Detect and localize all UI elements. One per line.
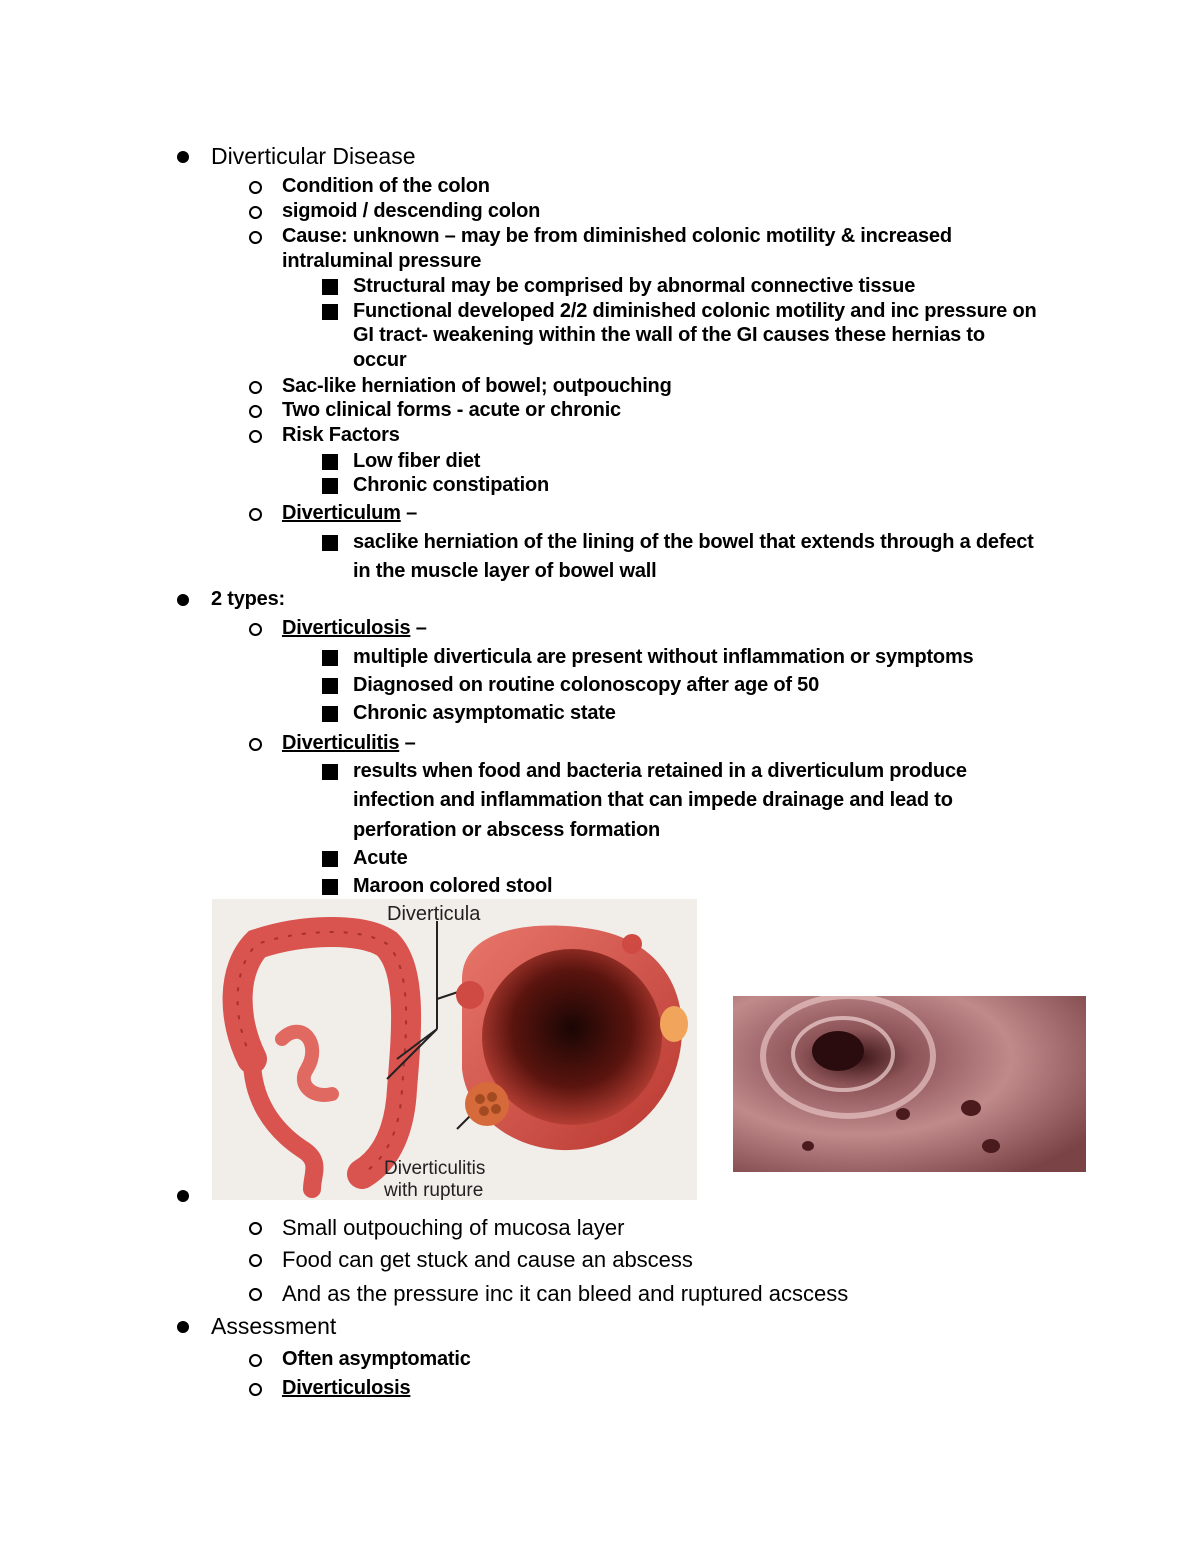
list-subitem-continued: occur (353, 349, 407, 371)
colon-diagram-svg (212, 899, 697, 1200)
bullet-circle (249, 738, 262, 751)
list-item: Often asymptomatic (282, 1348, 471, 1370)
bullet-circle (249, 623, 262, 636)
term-line (282, 618, 427, 638)
bullet-circle (249, 1383, 262, 1396)
heading-assessment: Assessment (211, 1313, 337, 1339)
list-subitem: Low fiber diet (353, 450, 481, 472)
list-subitem: Diagnosed on routine colonoscopy after age of 50 (353, 674, 820, 696)
bullet-circle (249, 405, 262, 418)
list-item-continued: intraluminal pressure (282, 250, 482, 272)
list-subitem: Chronic constipation (353, 474, 550, 496)
bullet-circle (249, 430, 262, 443)
list-subitem-continued: infection and inflammation that can impede drainage and lead to (353, 789, 953, 811)
term-diverticulosis: Diverticulosis (282, 617, 411, 639)
list-subitem: Structural may be comprised by abnormal connective tissue (353, 275, 916, 297)
figure-label-diverticula: Diverticula (387, 903, 481, 925)
bullet-square (322, 478, 338, 494)
bullet-circle (249, 181, 262, 194)
figure-label-with-rupture: with rupture (384, 1180, 484, 1200)
definition-line-continued: in the muscle layer of bowel wall (353, 560, 657, 582)
list-subitem-continued: GI tract- weakening within the wall of the GI causes these hernias to (353, 324, 985, 346)
term-diverticulosis-assessment: Diverticulosis (282, 1377, 411, 1399)
bullet-circle (249, 381, 262, 394)
list-item: Cause: unknown – may be from diminished colonic motility & increased (282, 225, 952, 247)
list-item: Food can get stuck and cause an abscess (282, 1247, 693, 1272)
bullet-square (322, 304, 338, 320)
list-item: And as the pressure inc it can bleed and ruptured acscess (282, 1281, 849, 1306)
list-item: sigmoid / descending colon (282, 200, 541, 222)
endoscopy-image (733, 996, 1086, 1172)
endoscopy-svg (733, 996, 1086, 1172)
bullet-disc (177, 1190, 189, 1202)
term-line (282, 503, 417, 523)
colon-illustration (212, 899, 697, 1200)
bullet-circle (249, 1354, 262, 1367)
list-subitem-continued: perforation or abscess formation (353, 819, 660, 841)
bullet-square (322, 879, 338, 895)
heading-2-types: 2 types: (211, 588, 285, 610)
bullet-circle (249, 1254, 262, 1267)
dash: – (399, 732, 416, 754)
list-item: Two clinical forms - acute or chronic (282, 399, 621, 421)
definition-line: saclike herniation of the lining of the bowel that extends through a defect (353, 531, 1034, 553)
bullet-circle (249, 231, 262, 244)
heading-diverticular-disease: Diverticular Disease (211, 143, 416, 169)
list-subitem: results when food and bacteria retained in a diverticulum produce (353, 760, 967, 782)
bullet-square (322, 678, 338, 694)
bullet-square (322, 706, 338, 722)
list-item: Sac-like herniation of bowel; outpouching (282, 375, 672, 397)
bullet-circle (249, 508, 262, 521)
list-item: Small outpouching of mucosa layer (282, 1215, 625, 1240)
figure-label-diverticulitis: Diverticulitis (384, 1158, 486, 1179)
bullet-square (322, 279, 338, 295)
bullet-square (322, 535, 338, 551)
dash: – (400, 502, 418, 524)
bullet-square (322, 851, 338, 867)
list-subitem: multiple diverticula are present without inflammation or symptoms (353, 646, 974, 668)
list-subitem: Chronic asymptomatic state (353, 702, 616, 724)
bullet-square (322, 650, 338, 666)
term-line (282, 733, 416, 753)
list-subitem: Maroon colored stool (353, 875, 553, 897)
list-subitem: Acute (353, 847, 408, 869)
bullet-disc (177, 151, 189, 163)
dash: – (410, 617, 427, 639)
bullet-circle (249, 206, 262, 219)
bullet-disc (177, 1321, 189, 1333)
list-item: Condition of the colon (282, 175, 490, 197)
list-item: Risk Factors (282, 424, 400, 446)
list-subitem: Functional developed 2/2 diminished colonic motility and inc pressure on (353, 300, 1037, 322)
bullet-square (322, 454, 338, 470)
bullet-circle (249, 1222, 262, 1235)
term-diverticulum: Diverticulum (282, 502, 401, 524)
term-diverticulitis: Diverticulitis (282, 732, 400, 754)
bullet-disc (177, 594, 189, 606)
bullet-square (322, 764, 338, 780)
bullet-circle (249, 1288, 262, 1301)
